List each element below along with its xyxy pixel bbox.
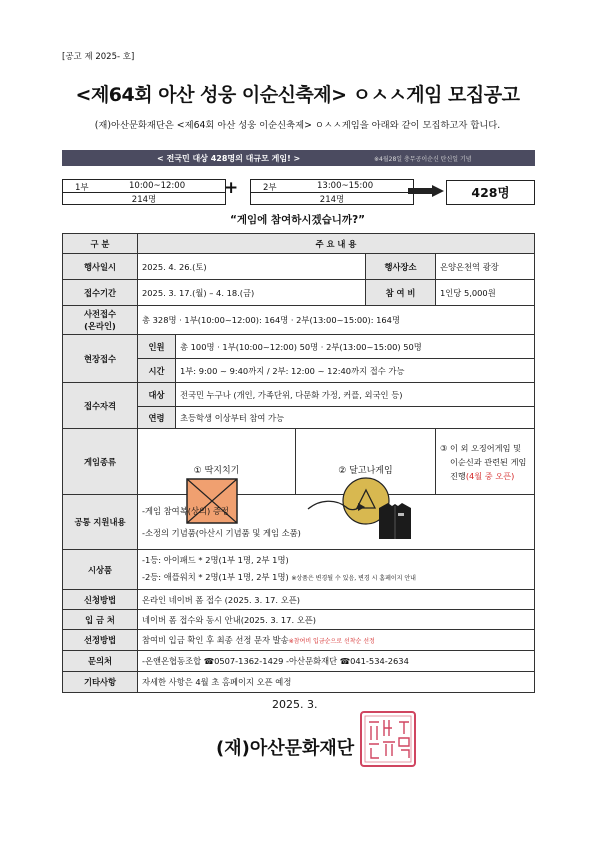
game-2-label: ② 달고나게임 xyxy=(338,465,393,476)
games-label: 게임종류 xyxy=(63,429,138,495)
game-1-label: ① 딱지치기 xyxy=(193,465,240,476)
age-label: 연령 xyxy=(138,407,176,429)
plus-sign: + xyxy=(224,178,239,198)
announce-date: 2025. 3. xyxy=(272,698,318,711)
selection-text: 참여비 입금 확인 후 최종 선정 문자 발송 xyxy=(142,635,289,645)
banner-main: < 전국민 대상 428명의 대규모 게임! > xyxy=(157,154,301,163)
game-3-line1: ③ 이 외 오징어게임 및 xyxy=(440,442,522,453)
curved-arrow-icon xyxy=(306,499,366,515)
target-value: 전국민 누구나 (개인, 가족단위, 다문화 가정, 커플, 외국인 등) xyxy=(176,383,535,407)
other-label: 기타사항 xyxy=(63,672,138,693)
session-1-count: 214명 xyxy=(131,195,157,205)
selection-note: ※참여비 입금순으로 선착순 선정 xyxy=(288,638,375,645)
method-value: 온라인 네이버 폼 접수 (2025. 3. 17. 오픈) xyxy=(138,590,535,610)
session-2-time: 13:00~15:00 xyxy=(317,181,374,191)
session-1-time: 10:00~12:00 xyxy=(129,181,186,191)
session-2-count: 214명 xyxy=(319,195,345,205)
prizes-value xyxy=(138,550,535,590)
right-arrow-icon xyxy=(408,185,444,197)
header-category: 구 분 xyxy=(63,234,138,254)
onsite-people-label: 인원 xyxy=(138,335,176,359)
session-1-name: 1부 xyxy=(75,183,89,193)
banner-sub: ※4월28일 충무공이순신 탄신일 기념 xyxy=(374,156,472,163)
official-seal-icon xyxy=(359,710,417,768)
support-item-1: -게임 참여복(상의) 증정 xyxy=(142,506,229,516)
contact-label: 문의처 xyxy=(63,651,138,672)
support-value xyxy=(138,495,535,550)
fee-value: 1인당 5,000원 xyxy=(436,280,535,306)
fee-label: 참 여 비 xyxy=(366,280,436,306)
payment-value: 네이버 폼 접수와 동시 안내(2025. 3. 17. 오픈) xyxy=(138,610,535,630)
onsite-people-value: 총 100명 · 1부(10:00~12:00) 50명 · 2부(13:00~15:00) 50명 xyxy=(176,335,535,359)
game-2-cell xyxy=(296,429,436,495)
page-title: <제64회 아산 성웅 이순신축제> ㅇㅅㅅ게임 모집공고 xyxy=(75,84,520,106)
game-3-line2: 이순신과 관련된 게임 xyxy=(450,456,527,467)
jacket-icon xyxy=(378,501,412,541)
prizes-label: 시상품 xyxy=(63,550,138,590)
onsite-time-label: 시간 xyxy=(138,359,176,383)
selection-label: 선정방법 xyxy=(63,630,138,651)
question-text: “게임에 참여하시겠습니까?” xyxy=(229,214,366,226)
period-label: 접수기간 xyxy=(63,280,138,306)
period-value: 2025. 3. 17.(월) – 4. 18.(금) xyxy=(138,280,366,306)
support-label: 공통 지원내용 xyxy=(63,495,138,550)
event-date-value: 2025. 4. 26.(토) xyxy=(138,254,366,280)
selection-value xyxy=(138,630,535,651)
onsite-time-value: 1부: 9:00 ~ 9:40까지 / 2부: 12:00 ~ 12:40까지 접수 가능 xyxy=(176,359,535,383)
pre-label-line2: (온라인) xyxy=(84,321,116,331)
issuer-name: (재)아산문화재단 xyxy=(216,738,355,759)
pre-registration-value: 총 328명 · 1부(10:00~12:00): 164명 · 2부(13:00~15:00): 164명 xyxy=(138,306,535,335)
contact-value: -온앤온협동조합 ☎0507-1362-1429 -아산문화재단 ☎041-534-2634 xyxy=(138,651,535,672)
session-2-box xyxy=(250,179,414,205)
game-3-note: (4월 중 오픈) xyxy=(465,470,515,481)
total-count: 428명 xyxy=(446,180,535,205)
venue-label: 행사장소 xyxy=(366,254,436,280)
support-item-2: -소정의 기념품(아산시 기념품 및 게임 소품) xyxy=(142,528,301,538)
intro-text: (재)아산문화재단은 <제64회 아산 성웅 이순신축제> ㅇㅅㅅ게임을 아래와 같이 모집하고자 합니다. xyxy=(94,120,501,131)
prize-2: -2등: 애플워치 * 2명(1부 1명, 2부 1명) xyxy=(142,572,289,582)
info-table xyxy=(62,233,535,693)
pre-registration-label xyxy=(63,306,138,335)
game-1-cell xyxy=(138,429,296,495)
prize-note: ※상품은 변경될 수 있음, 변경 시 홈페이지 안내 xyxy=(291,575,416,582)
notice-number: [공고 제 2025- 호] xyxy=(62,52,135,62)
target-label: 대상 xyxy=(138,383,176,407)
other-value: 자세한 사항은 4월 초 홈페이지 오픈 예정 xyxy=(138,672,535,693)
banner xyxy=(62,150,535,166)
onsite-label: 현장접수 xyxy=(63,335,138,383)
prize-1: -1등: 아이패드 * 2명(1부 1명, 2부 1명) xyxy=(142,555,289,565)
game-3-line3: 진행 xyxy=(450,470,466,481)
qualification-label: 접수자격 xyxy=(63,383,138,429)
session-2-name: 2부 xyxy=(263,183,277,193)
payment-label: 입 금 처 xyxy=(63,610,138,630)
session-1-box xyxy=(62,179,226,205)
header-content: 주 요 내 용 xyxy=(138,234,535,254)
game-3-cell xyxy=(436,429,535,495)
age-value: 초등학생 이상부터 참여 가능 xyxy=(176,407,535,429)
event-date-label: 행사일시 xyxy=(63,254,138,280)
venue-value: 온양온천역 광장 xyxy=(436,254,535,280)
pre-label-line1: 사전접수 xyxy=(83,309,117,319)
method-label: 신청방법 xyxy=(63,590,138,610)
